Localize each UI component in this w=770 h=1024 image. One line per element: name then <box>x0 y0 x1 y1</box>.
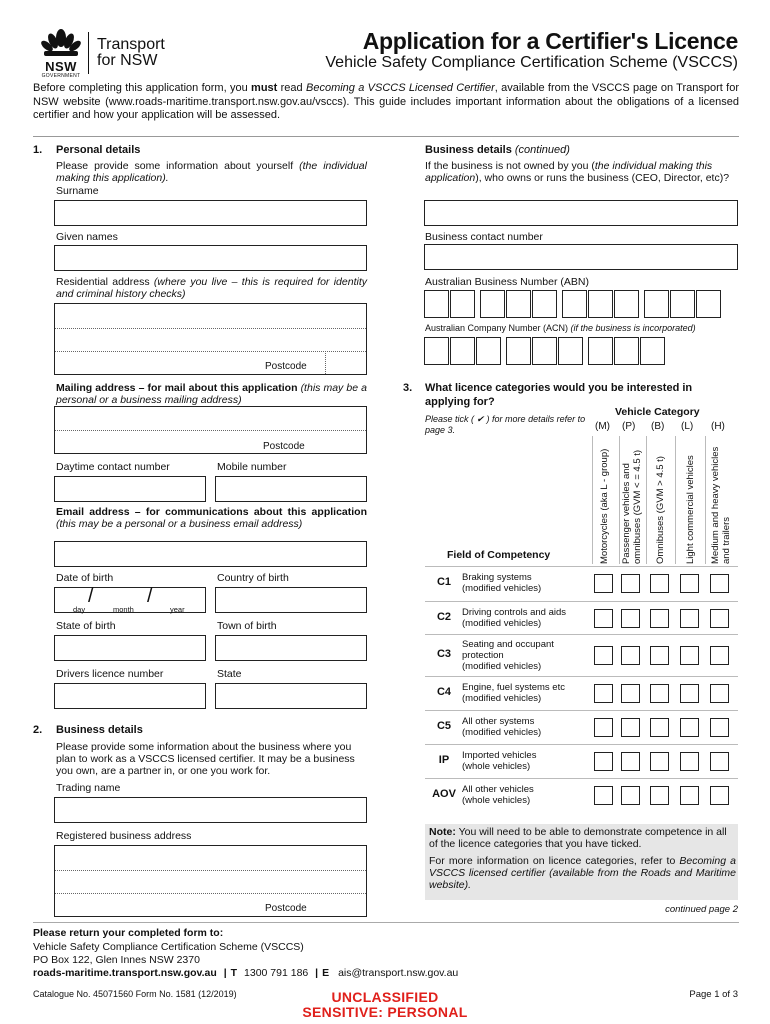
category-checkbox[interactable] <box>594 786 613 805</box>
category-checkbox[interactable] <box>594 609 613 628</box>
digit-cell[interactable] <box>424 290 449 318</box>
competency-name: Seating and occupant protection (modified vehicles) <box>462 638 554 672</box>
category-checkbox[interactable] <box>594 752 613 771</box>
category-checkbox[interactable] <box>710 786 729 805</box>
given-names-label: Given names <box>56 231 118 243</box>
date-separator: / <box>147 585 153 607</box>
registered-address-label: Registered business address <box>56 830 192 842</box>
continued-label: continued page 2 <box>665 904 738 915</box>
page-subtitle: Vehicle Safety Compliance Certification Scheme (VSCCS) <box>325 54 738 71</box>
category-checkbox[interactable] <box>710 684 729 703</box>
category-divider <box>619 436 620 564</box>
return-line2: PO Box 122, Glen Innes NSW 2370 <box>33 954 200 966</box>
category-checkbox[interactable] <box>650 646 669 665</box>
digit-cell[interactable] <box>532 337 557 365</box>
competency-code: C4 <box>436 686 452 698</box>
competency-code: C5 <box>436 720 452 732</box>
category-checkbox[interactable] <box>650 752 669 771</box>
category-code: (M) <box>595 421 610 432</box>
mailing-address-label: Mailing address – for mail about this application (this may be a personal or a business mailing address) <box>56 382 367 406</box>
business-owner-input[interactable] <box>424 200 738 226</box>
logo-divider <box>88 32 89 74</box>
email-link[interactable]: ais@transport.nsw.gov.au <box>338 967 459 979</box>
country-of-birth-label: Country of birth <box>217 572 289 584</box>
vehicle-category-heading: Vehicle Category <box>615 406 700 418</box>
trading-name-input[interactable] <box>54 797 367 823</box>
digit-cell[interactable] <box>588 290 613 318</box>
competency-name: Braking systems (modified vehicles) <box>462 572 542 594</box>
category-code: (P) <box>622 421 636 432</box>
digit-cell[interactable] <box>424 337 449 365</box>
category-divider <box>735 436 736 564</box>
address-line <box>55 351 366 352</box>
category-divider <box>705 436 706 564</box>
section-1-description: Please provide some information about yourself (the individual making this application). <box>56 160 367 184</box>
note-text: Note: You will need to be able to demonstrate competence in all of the licence categories that you have ticked. <box>429 826 727 850</box>
section-2-heading: Business details <box>56 724 143 736</box>
address-line <box>55 870 366 871</box>
nsw-logo <box>38 28 84 79</box>
field-of-competency-heading: Field of Competency <box>447 549 551 561</box>
category-name: Medium and heavy vehicles <box>710 446 721 564</box>
digit-cell[interactable] <box>506 337 531 365</box>
category-name: Light commercial vehicles <box>685 455 696 564</box>
abn-input[interactable] <box>424 290 738 318</box>
postcode-divider <box>325 351 326 374</box>
digit-cell[interactable] <box>640 337 665 365</box>
more-info-text: For more information on licence categories, refer to Becoming a VSCCS licensed certifier (available from the Roads and Maritime website). <box>429 855 736 891</box>
category-name: Motorcycles (aka L - group) <box>599 448 610 564</box>
category-name: Omnibuses (GVM > 4.5 t) <box>655 456 666 564</box>
digit-cell[interactable] <box>696 290 721 318</box>
return-heading: Please return your completed form to: <box>33 927 224 939</box>
daytime-contact-label: Daytime contact number <box>56 461 170 473</box>
category-code: (H) <box>711 421 725 432</box>
date-separator: / <box>88 585 94 607</box>
business-owner-question: If the business is not owned by you (the individual making this application), who owns or runs the business (CEO, Director, etc)? <box>425 160 730 184</box>
agency-name: Transport for NSW <box>97 36 165 69</box>
competency-name: Engine, fuel systems etc (modified vehicles) <box>462 682 565 704</box>
intro-paragraph: Before completing this application form, you must read Becoming a VSCCS Licensed Certifier, available from the VSCCS page on Transport for NSW website (www.roads-maritime.transport.nsw.gov.au/vsccs). This guide includes important information about the obligations of a licensed certifier and how your application will be assessed. <box>33 82 740 121</box>
drivers-licence-input[interactable] <box>54 683 206 709</box>
classification-line2: SENSITIVE: PERSONAL <box>302 1004 468 1020</box>
state-of-birth-label: State of birth <box>56 620 116 632</box>
section-2-description: Please provide some information about the business where you plan to work as a VSCCS licensed certifier. It may be a business you own, are a partner in, or one you work for. <box>56 741 355 777</box>
category-checkbox[interactable] <box>650 574 669 593</box>
category-code: (L) <box>681 421 694 432</box>
postcode-label: Postcode <box>265 903 307 914</box>
surname-label: Surname <box>56 185 99 197</box>
mobile-number-label: Mobile number <box>217 461 287 473</box>
tick-instruction: Please tick ( ✔ ) for more details refer to page 3. <box>425 414 586 435</box>
digit-cell[interactable] <box>558 337 583 365</box>
competency-code: IP <box>438 754 450 766</box>
category-checkbox[interactable] <box>680 752 699 771</box>
competency-code: C2 <box>436 610 452 623</box>
row-divider <box>425 710 738 711</box>
website-link[interactable]: roads-maritime.transport.nsw.gov.au <box>33 967 217 979</box>
address-line <box>55 430 366 431</box>
category-checkbox[interactable] <box>621 574 640 593</box>
dob-day-hint: day <box>73 605 86 614</box>
digit-cell[interactable] <box>450 337 475 365</box>
address-line <box>55 328 366 329</box>
category-checkbox[interactable] <box>710 609 729 628</box>
category-code: (B) <box>651 421 665 432</box>
digit-cell[interactable] <box>644 290 669 318</box>
row-divider <box>425 676 738 677</box>
page-title: Application for a Certifier's Licence <box>362 28 738 54</box>
abn-label: Australian Business Number (ABN) <box>425 276 589 288</box>
nsw-logo-text: NSW <box>45 59 77 74</box>
category-checkbox[interactable] <box>680 609 699 628</box>
category-checkbox[interactable] <box>621 718 640 737</box>
category-divider <box>675 436 676 564</box>
category-checkbox[interactable] <box>621 646 640 665</box>
address-line <box>55 893 366 894</box>
category-checkbox[interactable] <box>710 752 729 771</box>
competency-name: All other systems (modified vehicles) <box>462 716 542 738</box>
category-checkbox[interactable] <box>680 718 699 737</box>
category-checkbox[interactable] <box>594 718 613 737</box>
return-line1: Vehicle Safety Compliance Certification Scheme (VSCCS) <box>33 941 304 953</box>
competency-code: C1 <box>436 576 452 588</box>
residential-address-label: Residential address (where you live – this is required for identity and criminal history checks) <box>56 276 367 300</box>
nsw-logo-sub: GOVERNMENT <box>41 73 81 79</box>
town-of-birth-input[interactable] <box>215 635 367 661</box>
postcode-label: Postcode <box>265 361 307 372</box>
trading-name-label: Trading name <box>56 782 121 794</box>
category-checkbox[interactable] <box>680 786 699 805</box>
digit-cell[interactable] <box>670 290 695 318</box>
mobile-number-input[interactable] <box>215 476 367 502</box>
row-divider <box>425 566 738 567</box>
row-divider <box>425 634 738 635</box>
section-1-number: 1. <box>33 144 43 156</box>
surname-input[interactable] <box>54 200 367 226</box>
town-of-birth-label: Town of birth <box>217 620 277 632</box>
given-names-input[interactable] <box>54 245 367 271</box>
category-checkbox[interactable] <box>710 646 729 665</box>
email-address-label: Email address – for communications about this application (this may be a personal or a business email address) <box>56 506 367 530</box>
section-3-number: 3. <box>403 382 413 394</box>
registered-address-input[interactable] <box>54 845 367 917</box>
category-checkbox[interactable] <box>621 684 640 703</box>
digit-cell[interactable] <box>506 290 531 318</box>
postcode-label: Postcode <box>263 441 305 452</box>
category-checkbox[interactable] <box>710 574 729 593</box>
acn-input[interactable] <box>424 337 684 365</box>
date-of-birth-label: Date of birth <box>56 572 114 584</box>
residential-address-input[interactable] <box>54 303 367 375</box>
section-2-number: 2. <box>33 724 43 736</box>
competency-name: All other vehicles (whole vehicles) <box>462 784 534 806</box>
drivers-licence-label: Drivers licence number <box>56 668 164 680</box>
section-1-heading: Personal details <box>56 144 141 156</box>
intro-divider <box>33 136 739 137</box>
digit-cell[interactable] <box>614 337 639 365</box>
digit-cell[interactable] <box>562 290 587 318</box>
competency-code: C3 <box>436 648 452 660</box>
catalogue-number: Catalogue No. 45071560 Form No. 1581 (12/2019) <box>33 989 237 999</box>
digit-cell[interactable] <box>450 290 475 318</box>
country-of-birth-input[interactable] <box>215 587 367 613</box>
page-number: Page 1 of 3 <box>689 989 738 1000</box>
category-name: omnibuses (GVM < = 4.5 t) <box>632 449 643 564</box>
category-checkbox[interactable] <box>680 574 699 593</box>
contact-line: roads-maritime.transport.nsw.gov.au | T 1300 791 186 | E ais@transport.nsw.gov.au <box>33 967 459 979</box>
category-checkbox[interactable] <box>710 718 729 737</box>
business-contact-label: Business contact number <box>425 231 543 243</box>
waratah-icon <box>38 28 84 58</box>
classification-line1: UNCLASSIFIED <box>331 989 439 1005</box>
mailing-address-input[interactable] <box>54 406 367 454</box>
digit-cell[interactable] <box>476 337 501 365</box>
digit-cell[interactable] <box>614 290 639 318</box>
digit-cell[interactable] <box>532 290 557 318</box>
category-checkbox[interactable] <box>650 786 669 805</box>
row-divider <box>425 778 738 779</box>
category-checkbox[interactable] <box>621 609 640 628</box>
phone-number: 1300 791 186 <box>244 967 309 979</box>
digit-cell[interactable] <box>480 290 505 318</box>
category-checkbox[interactable] <box>650 684 669 703</box>
category-checkbox[interactable] <box>594 684 613 703</box>
category-checkbox[interactable] <box>650 718 669 737</box>
category-name: Passenger vehicles and <box>621 463 632 564</box>
date-of-birth-input[interactable] <box>54 587 206 613</box>
licence-state-label: State <box>217 668 242 680</box>
category-checkbox[interactable] <box>650 609 669 628</box>
category-checkbox[interactable] <box>680 646 699 665</box>
digit-cell[interactable] <box>588 337 613 365</box>
category-checkbox[interactable] <box>621 786 640 805</box>
licence-state-input[interactable] <box>215 683 367 709</box>
competency-code: AOV <box>432 788 456 800</box>
category-divider <box>592 436 593 564</box>
business-contact-input[interactable] <box>424 244 738 270</box>
section-3-heading: What licence categories would you be interested in applying for? <box>425 382 693 408</box>
category-name: and trailers <box>721 517 732 564</box>
competency-name: Driving controls and aids (modified vehicles) <box>462 606 567 629</box>
email-address-input[interactable] <box>54 541 367 567</box>
competency-name: Imported vehicles (whole vehicles) <box>462 750 537 772</box>
business-continued-heading: Business details (continued) <box>425 144 570 156</box>
daytime-contact-input[interactable] <box>54 476 206 502</box>
acn-label: Australian Company Number (ACN) (if the business is incorporated) <box>425 323 696 333</box>
dob-month-hint: month <box>113 605 134 614</box>
dob-year-hint: year <box>170 605 185 614</box>
row-divider <box>425 601 738 602</box>
footer-divider <box>33 922 739 923</box>
state-of-birth-input[interactable] <box>54 635 206 661</box>
category-checkbox[interactable] <box>594 574 613 593</box>
row-divider <box>425 744 738 745</box>
category-checkbox[interactable] <box>621 752 640 771</box>
category-checkbox[interactable] <box>594 646 613 665</box>
category-divider <box>646 436 647 564</box>
category-checkbox[interactable] <box>680 684 699 703</box>
